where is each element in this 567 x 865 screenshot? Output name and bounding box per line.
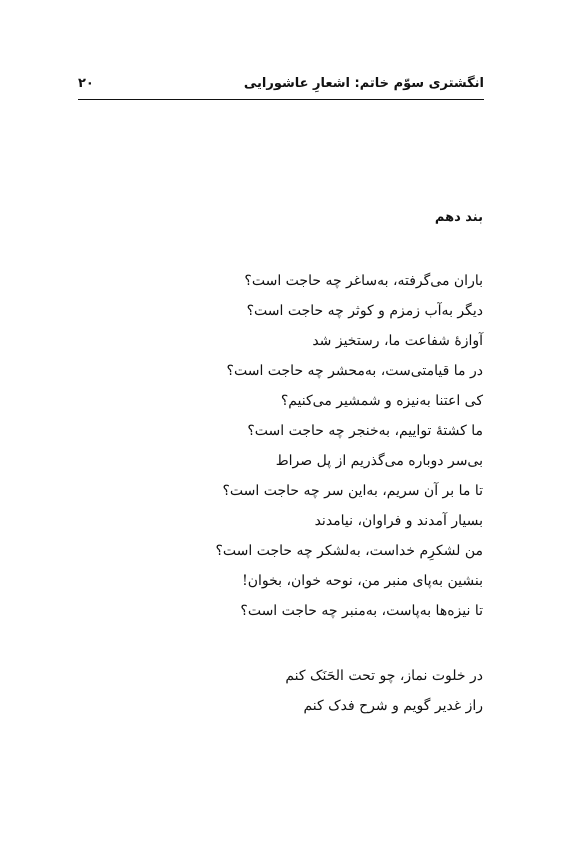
verse-line: تا ما بر آن سریم، به‌این سر چه حاجت است؟	[222, 483, 483, 499]
verse-line: دیگر به‌آب زمزم و کوثر چه حاجت است؟	[246, 303, 483, 319]
verse-line: در ما قیامتی‌ست، به‌محشر چه حاجت است؟	[226, 363, 483, 379]
verse-line: کی اعتنا به‌نیزه و شمشیر می‌کنیم؟	[280, 393, 483, 409]
verse-line: من لشکرِم خداست، به‌لشکر چه حاجت است؟	[215, 543, 483, 559]
verse-line: بنشین به‌پای منبر من، نوحه خوان، بخوان!	[242, 573, 483, 589]
verse-line: باران می‌گرفته، به‌ساغر چه حاجت است؟	[244, 273, 483, 289]
stanza	[285, 661, 483, 721]
page-number: ۲۰	[78, 76, 94, 91]
stanza	[215, 266, 483, 626]
header-title: انگشتری سوّم خاتم: اشعارِ عاشورایی	[243, 76, 484, 91]
verse-line: تا نیزه‌ها به‌پاست، به‌منبر چه حاجت است؟	[240, 603, 483, 619]
verse-line: ما کشتهٔ تواییم، به‌خنجر چه حاجت است؟	[247, 423, 483, 439]
verse-line: راز غدیر گویم و شرح فدک کنم	[303, 698, 483, 714]
verse-line: آوازهٔ شفاعت ما، رستخیز شد	[312, 333, 483, 349]
verse-line: بی‌سر دوباره می‌گذریم از پل صراط	[275, 453, 483, 469]
verse-line: بسیار آمدند و فراوان، نیامدند	[314, 513, 483, 529]
verse-line: در خلوت نماز، چو تحت الحَنَک کنم	[285, 668, 483, 684]
section-title: بند دهم	[434, 210, 483, 225]
running-header	[78, 73, 484, 100]
